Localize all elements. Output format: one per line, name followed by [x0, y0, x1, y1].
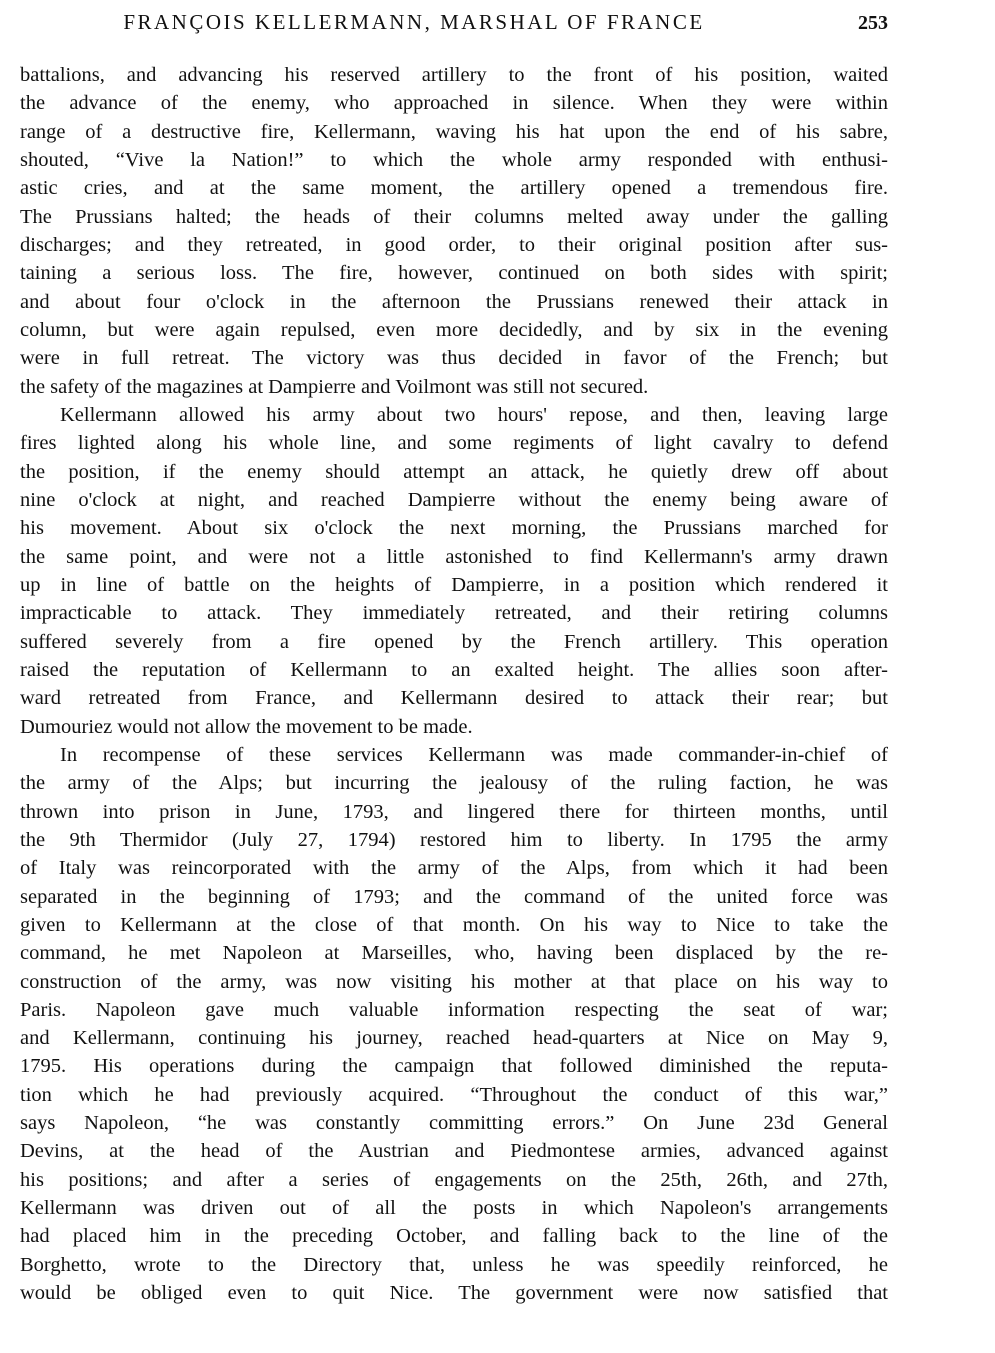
text-line: suffered severely from a fire opened by the French artillery. This operation — [20, 630, 888, 653]
text-line: separated in the beginning of 1793; and the command of the united force was — [20, 885, 888, 908]
text-line: says Napoleon, “he was constantly committing errors.” On June 23d General — [20, 1112, 888, 1135]
text-line: given to Kellermann at the close of that month. On his way to Nice to take the — [20, 913, 888, 936]
text-line: In recompense of these services Kellermann was made commander-in-chief of — [60, 743, 888, 766]
text-line: his positions; and after a series of engagements on the 25th, 26th, and 27th, — [20, 1168, 888, 1191]
body-text — [20, 61, 888, 1307]
text-line: tion which he had previously acquired. “Throughout the conduct of this war,” — [20, 1083, 888, 1106]
text-line: his movement. About six o'clock the next morning, the Prussians marched for — [20, 517, 888, 540]
text-line: impracticable to attack. They immediately retreated, and their retiring columns — [20, 602, 888, 625]
text-line: battalions, and advancing his reserved artillery to the front of his position, waited — [20, 64, 888, 86]
text-line: the same point, and were not a little astonished to find Kellermann's army drawn — [20, 545, 888, 568]
text-line: The Prussians halted; the heads of their columns melted away under the galling — [20, 205, 888, 228]
text-line: range of a destructive fire, Kellermann, waving his hat upon the end of his sabre, — [20, 120, 888, 143]
text-line: and about four o'clock in the afternoon the Prussians renewed their attack in — [20, 290, 888, 313]
text-line: of Italy was reincorporated with the army of the Alps, from which it had been — [20, 857, 888, 880]
text-line: the 9th Thermidor (July 27, 1794) restored him to liberty. In 1795 the army — [20, 828, 888, 851]
text-line: nine o'clock at night, and reached Dampierre without the enemy being aware of — [20, 488, 888, 511]
text-line: thrown into prison in June, 1793, and lingered there for thirteen months, until — [20, 800, 888, 823]
text-line: raised the reputation of Kellermann to an exalted height. The allies soon after- — [20, 658, 888, 681]
text-line: Paris. Napoleon gave much valuable information respecting the seat of war; — [20, 998, 888, 1021]
text-line: construction of the army, was now visiting his mother at that place on his way to — [20, 970, 888, 993]
page-number: 253 — [858, 12, 888, 34]
text-line: the position, if the enemy should attempt an attack, he quietly drew off about — [20, 460, 888, 483]
text-line: the advance of the enemy, who approached in silence. When they were within — [20, 92, 888, 115]
text-line: were in full retreat. The victory was thus decided in favor of the French; but — [20, 347, 888, 370]
text-line: Dumouriez would not allow the movement to be made. — [20, 715, 473, 738]
running-head — [20, 8, 888, 42]
text-line: the army of the Alps; but incurring the jealousy of the ruling faction, he was — [20, 772, 888, 795]
text-line: astic cries, and at the same moment, the artillery opened a tremendous fire. — [20, 177, 888, 200]
text-line: command, he met Napoleon at Marseilles, who, having been displaced by the re- — [20, 942, 888, 965]
text-line: discharges; and they retreated, in good order, to their original position after sus- — [20, 233, 888, 256]
text-line: fires lighted along his whole line, and some regiments of light cavalry to defend — [20, 432, 888, 455]
text-line: Kellermann allowed his army about two hours' repose, and then, leaving large — [60, 403, 888, 426]
text-line: taining a serious loss. The fire, however, continued on both sides with spirit; — [20, 262, 888, 285]
text-line: Devins, at the head of the Austrian and Piedmontese armies, advanced against — [20, 1140, 888, 1163]
text-line: would be obliged even to quit Nice. The government were now satisfied that — [20, 1282, 888, 1305]
text-line: and Kellermann, continuing his journey, reached head-quarters at Nice on May 9, — [20, 1027, 888, 1050]
text-line: shouted, “Vive la Nation!” to which the whole army responded with enthusi- — [20, 148, 888, 171]
text-line: had placed him in the preceding October, and falling back to the line of the — [20, 1225, 888, 1248]
text-line: up in line of battle on the heights of Dampierre, in a position which rendered it — [20, 573, 888, 596]
text-line: 1795. His operations during the campaign that followed diminished the reputa- — [20, 1055, 888, 1078]
text-line: Borghetto, wrote to the Directory that, unless he was speedily reinforced, he — [20, 1253, 888, 1276]
text-line: the safety of the magazines at Dampierre and Voilmont was still not secured. — [20, 375, 649, 398]
text-line: column, but were again repulsed, even more decidedly, and by six in the evening — [20, 318, 888, 341]
running-title: FRANÇOIS KELLERMANN, MARSHAL OF FRANCE — [123, 10, 705, 34]
text-line: Kellermann was driven out of all the posts in which Napoleon's arrangements — [20, 1197, 888, 1220]
text-line: ward retreated from France, and Kellermann desired to attack their rear; but — [20, 687, 888, 710]
